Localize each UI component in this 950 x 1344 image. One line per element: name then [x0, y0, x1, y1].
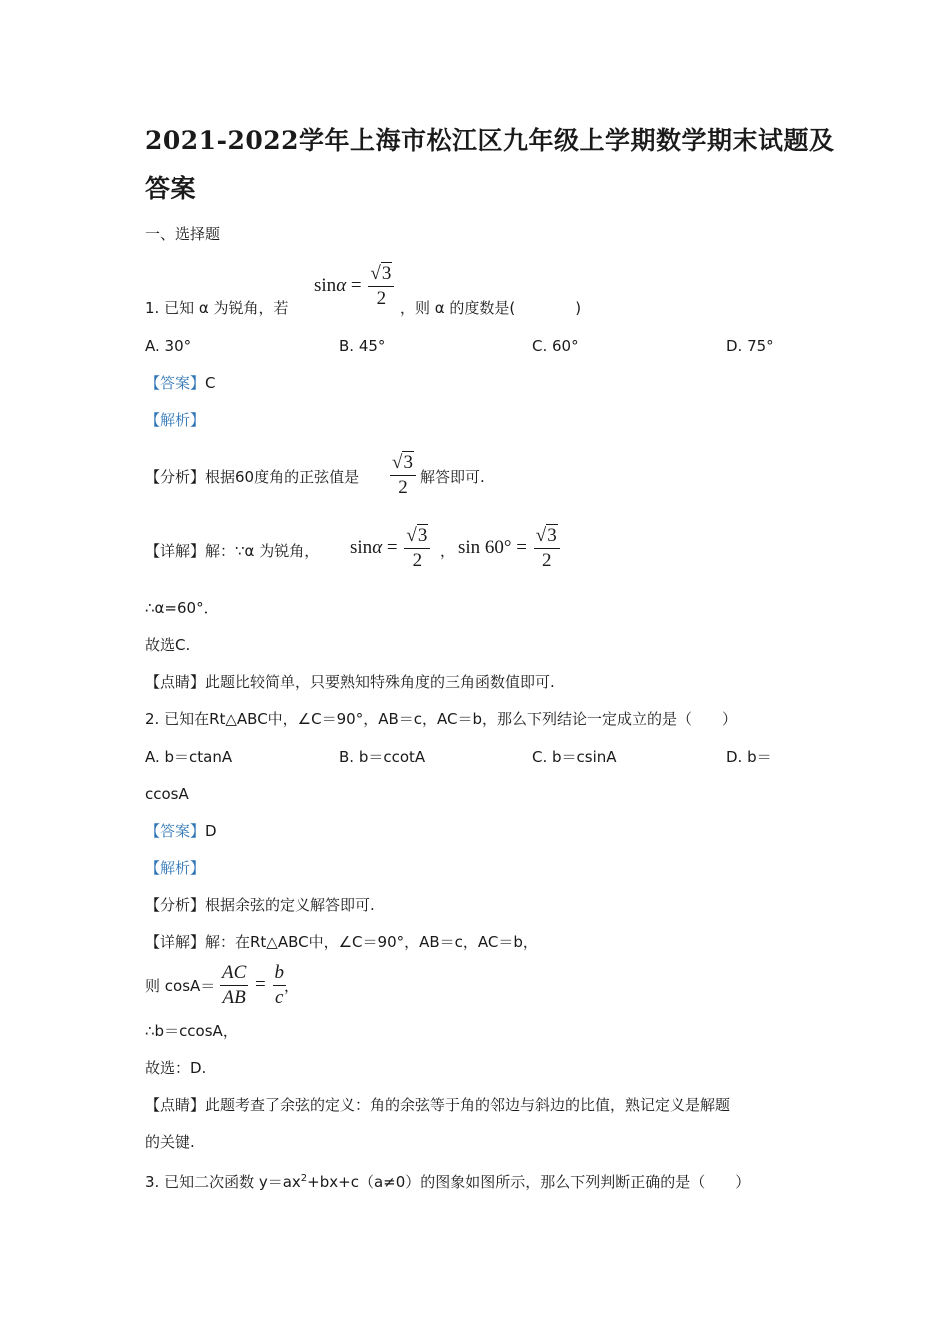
sqrt-icon: √3 — [406, 525, 428, 546]
q2-cos-fractions: $\frac{AC}{AB}$ = $\frac{b}{c}$ — [222, 962, 284, 1008]
q2-xiangjie: 【详解】解：在Rt△ABC中，∠C＝90°，AB＝c，AC＝b， — [145, 933, 538, 951]
q2-choose: 故选：D. — [145, 1059, 207, 1077]
document-title-line-2: 答案 — [145, 174, 197, 203]
q1-stem-part-b: ，则 α 的度数是( ) — [400, 299, 582, 317]
q2-dianjing-line-2: 的关键. — [145, 1133, 195, 1151]
q1-choose: 故选C. — [145, 636, 191, 654]
document-title-line-1: 2021-2022学年上海市松江区九年级上学期数学期末试题及 — [145, 126, 835, 155]
q3-stem — [145, 1169, 750, 1192]
q1-answer — [145, 373, 216, 393]
q1-conclusion: ∴α=60°． — [145, 599, 219, 617]
q1-fenxi-fraction: $\frac{√3}{2}$ — [388, 451, 418, 500]
q1-option-b: B. 45° — [339, 337, 386, 355]
cos-prefix: 则 cosA＝ — [145, 977, 216, 995]
analysis-tag: 【解析】 — [145, 859, 206, 877]
ac-over-ab-fraction: $\frac{AC}{AB}$ — [222, 962, 247, 1008]
sin60-label: sin 60° — [458, 536, 512, 558]
q1-xiangjie-part-a: 【详解】解：∵α 为锐角， — [145, 542, 320, 560]
analysis-tag: 【解析】 — [145, 411, 206, 429]
q1-sin-formula — [314, 262, 396, 311]
q2-conclusion: ∴b＝ccosA， — [145, 1022, 238, 1040]
q2-answer — [145, 821, 217, 841]
q1-fenxi — [145, 467, 359, 487]
q1-xiangjie-comma: ， — [440, 542, 456, 560]
q2-answer-value: D — [205, 822, 217, 840]
b-over-c-fraction: $\frac{b}{c}$ — [274, 962, 284, 1008]
q2-option-a: A. b＝ctanA — [145, 748, 233, 766]
q1-fenxi-part-a: 【分析】根据60度角的正弦值是 — [145, 468, 360, 486]
sqrt-icon: √3 — [535, 525, 557, 546]
q1-analysis-tag — [145, 410, 205, 430]
q2-dianjing-line-1: 【点睛】此题考查了余弦的定义：角的余弦等于角的邻边与斜边的比值，熟记定义是解题 — [145, 1096, 731, 1114]
sin-label: sin — [314, 274, 337, 296]
q1-option-d: D. 75° — [726, 337, 774, 355]
sqrt-icon: √3 — [370, 263, 392, 284]
q1-xiangjie-formula-1: sinα = $\frac{√3}{2}$ — [350, 524, 432, 573]
q1-xiangjie — [145, 541, 319, 561]
q3-superscript: 2 — [300, 1173, 308, 1184]
q3-stem-part-a: 3. 已知二次函数 y＝ax — [145, 1173, 301, 1191]
q1-stem — [145, 298, 289, 318]
fraction-denominator: 2 — [376, 288, 387, 309]
q1-stem-part-a: 1. 已知 α 为锐角，若 — [145, 299, 289, 317]
q2-option-b: B. b＝ccotA — [339, 748, 426, 766]
q1-dianjing: 【点睛】此题比较简单，只要熟知特殊角度的三角函数值即可. — [145, 673, 555, 691]
sqrt-icon: √3 — [392, 452, 413, 473]
equals-sign: = — [350, 274, 362, 296]
q1-fenxi-part-b: 解答即可. — [420, 468, 485, 486]
q1-option-a: A. 30° — [145, 337, 192, 355]
alpha-symbol: α — [336, 274, 347, 296]
answer-tag: 【答案】 — [145, 822, 206, 840]
q2-option-d-continued: ccosA — [145, 785, 189, 803]
cos-suffix: ， — [284, 977, 300, 995]
q2-cos-line — [145, 976, 215, 996]
q2-option-c: C. b＝csinA — [532, 748, 617, 766]
sqrt3-over-2-fraction — [368, 262, 394, 311]
q1-answer-value: C — [205, 374, 216, 392]
q2-analysis-tag — [145, 858, 205, 878]
section-heading: 一、选择题 — [145, 225, 221, 243]
q3-stem-part-b: +bx+c（a≠0）的图象如图所示，那么下列判断正确的是（ ） — [307, 1173, 751, 1191]
q2-fenxi: 【分析】根据余弦的定义解答即可. — [145, 896, 375, 914]
answer-tag: 【答案】 — [145, 374, 206, 392]
q1-option-c: C. 60° — [532, 337, 579, 355]
q2-option-d: D. b＝ — [726, 748, 772, 766]
q2-stem: 2. 已知在Rt△ABC中，∠C＝90°，AB＝c，AC＝b，那么下列结论一定成立的是（ ） — [145, 710, 737, 728]
q1-xiangjie-formula-2: sin 60° = $\frac{√3}{2}$ — [458, 524, 562, 573]
